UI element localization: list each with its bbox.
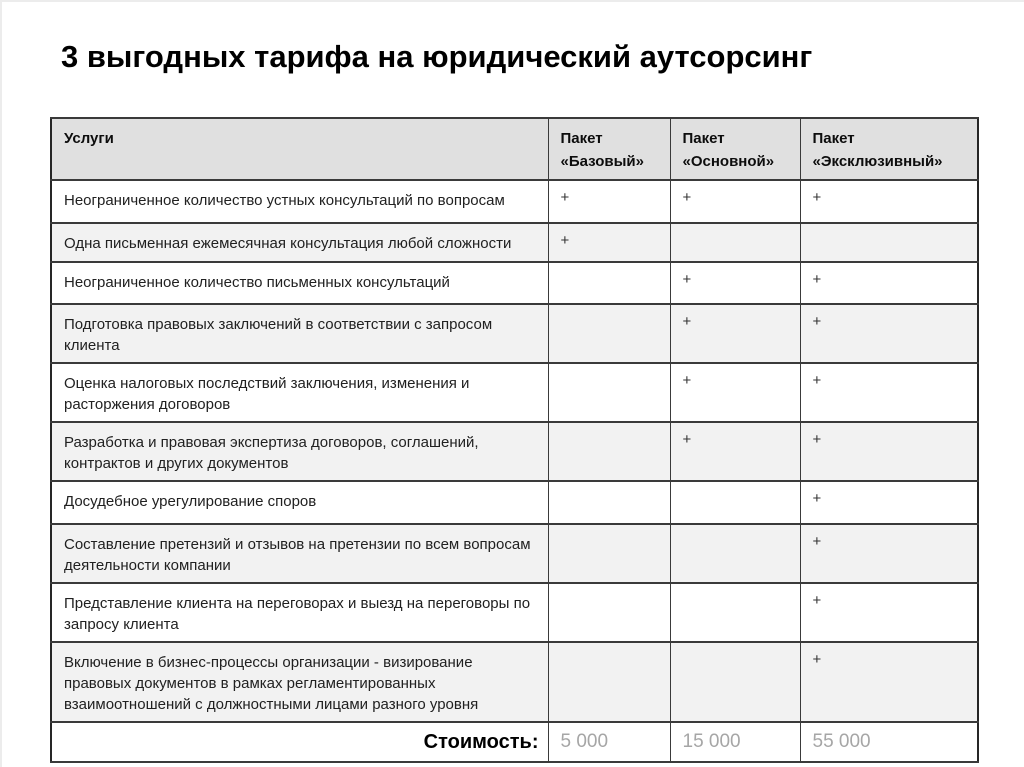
exclusive-mark: + <box>800 583 978 642</box>
table-row <box>51 481 978 524</box>
table-row <box>51 363 978 422</box>
basic-mark: + <box>548 223 670 262</box>
table-row <box>51 180 978 223</box>
table-row <box>51 642 978 722</box>
exclusive-mark: + <box>800 524 978 583</box>
service-cell: Разработка и правовая экспертиза договоров, соглашений, контрактов и других документов <box>51 422 548 481</box>
main-mark <box>670 524 800 583</box>
service-cell: Включение в бизнес-процессы организации - визирование правовых документов в рамках регламентированных взаимоотношений с должностными лицами разного уровня <box>51 642 548 722</box>
price-label: Стоимость: <box>51 722 548 762</box>
price-exclusive: 55 000 <box>800 722 978 762</box>
main-mark <box>670 223 800 262</box>
exclusive-mark: + <box>800 304 978 363</box>
column-header-services: Услуги <box>51 118 548 180</box>
basic-mark <box>548 363 670 422</box>
column-header-exclusive: Пакет «Эксклюзивный» <box>800 118 978 180</box>
basic-mark: + <box>548 180 670 223</box>
pricing-table <box>50 117 979 763</box>
service-cell: Неограниченное количество письменных консультаций <box>51 262 548 304</box>
basic-mark <box>548 422 670 481</box>
service-cell: Одна письменная ежемесячная консультация любой сложности <box>51 223 548 262</box>
exclusive-mark: + <box>800 363 978 422</box>
main-mark: + <box>670 422 800 481</box>
page-title: 3 выгодных тарифа на юридический аутсорсинг <box>61 39 813 74</box>
main-mark <box>670 481 800 524</box>
main-mark: + <box>670 180 800 223</box>
price-basic: 5 000 <box>548 722 670 762</box>
table-row <box>51 304 978 363</box>
service-cell: Неограниченное количество устных консультаций по вопросам <box>51 180 548 223</box>
exclusive-mark: + <box>800 481 978 524</box>
main-mark: + <box>670 304 800 363</box>
main-mark <box>670 642 800 722</box>
service-cell: Подготовка правовых заключений в соответствии с запросом клиента <box>51 304 548 363</box>
service-cell: Составление претензий и отзывов на претензии по всем вопросам деятельности компании <box>51 524 548 583</box>
basic-mark <box>548 524 670 583</box>
table-row <box>51 262 978 304</box>
price-row <box>51 722 978 762</box>
table-row <box>51 422 978 481</box>
exclusive-mark: + <box>800 180 978 223</box>
column-header-main: Пакет «Основной» <box>670 118 800 180</box>
service-cell: Представление клиента на переговорах и выезд на переговоры по запросу клиента <box>51 583 548 642</box>
service-cell: Оценка налоговых последствий заключения, изменения и расторжения договоров <box>51 363 548 422</box>
exclusive-mark: + <box>800 642 978 722</box>
exclusive-mark <box>800 223 978 262</box>
main-mark <box>670 583 800 642</box>
basic-mark <box>548 304 670 363</box>
main-mark: + <box>670 262 800 304</box>
main-mark: + <box>670 363 800 422</box>
header-row <box>51 118 978 180</box>
table-body <box>51 180 978 762</box>
basic-mark <box>548 481 670 524</box>
basic-mark <box>548 262 670 304</box>
column-header-basic: Пакет «Базовый» <box>548 118 670 180</box>
table-row <box>51 583 978 642</box>
basic-mark <box>548 642 670 722</box>
exclusive-mark: + <box>800 422 978 481</box>
exclusive-mark: + <box>800 262 978 304</box>
basic-mark <box>548 583 670 642</box>
table-row <box>51 524 978 583</box>
table-header <box>51 118 978 180</box>
price-main: 15 000 <box>670 722 800 762</box>
service-cell: Досудебное урегулирование споров <box>51 481 548 524</box>
table-row <box>51 223 978 262</box>
